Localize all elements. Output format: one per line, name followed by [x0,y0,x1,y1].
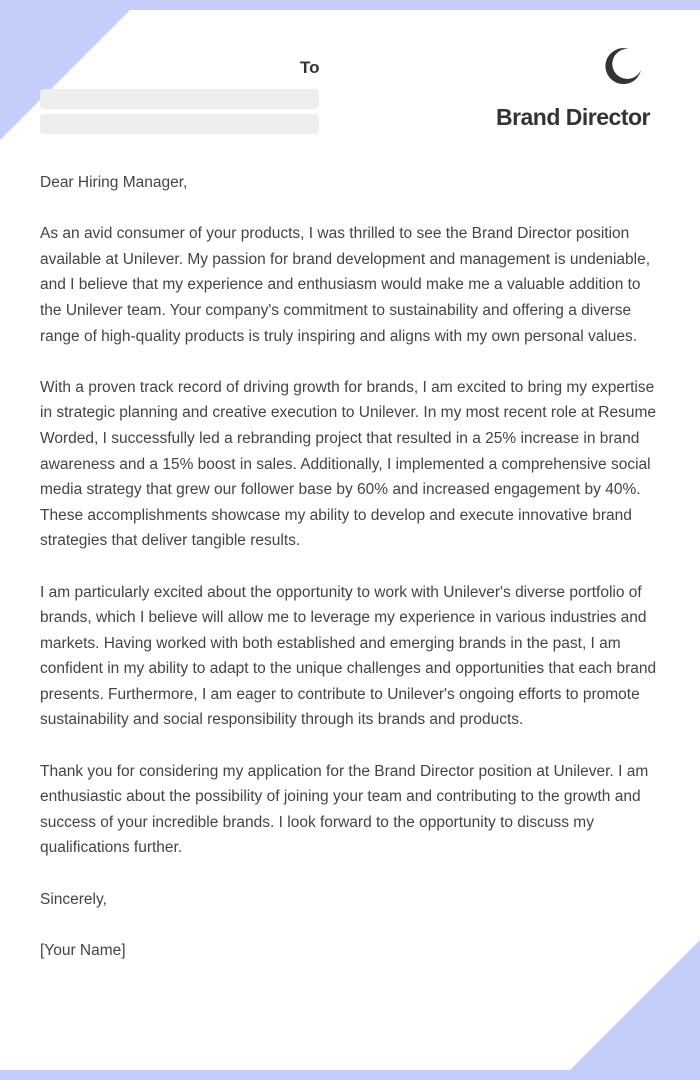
to-label: To [300,58,320,77]
cover-letter-page [0,10,700,1070]
letter-greeting: Dear Hiring Manager, [40,174,188,191]
recipient-placeholder-line [40,114,319,134]
recipient-placeholder-line [40,89,319,109]
letter-body [40,170,662,989]
moon-icon [604,46,644,86]
document-title: Brand Director [495,104,650,130]
letter-paragraph: Thank you for considering my application for the Brand Director position at Unilever. I am enthusiastic about the possibility of joining your team and contributing to the growth and success of your incredible brands. I look forward to the opportunity to discuss my qualifications further. [40,762,649,857]
letter-paragraph: I am particularly excited about the opportunity to work with Unilever's diverse portfolio of brands, which I believe will allow me to leverage my experience in various industries and markets. Having worked with both established and emerging brands in the past, I am confident in my ability to adapt to the unique challenges and opportunities that each brand presents. Furthermore, I am eager to contribute to Unilever's ongoing efforts to promote sustainability and social responsibility through its brands and products. [40,583,657,729]
letter-paragraph: With a proven track record of driving growth for brands, I am excited to bring my expertise in strategic planning and creative execution to Unilever. In my most recent role at Resume Worded, I successfully led a rebranding project that resulted in a 25% increase in brand awareness and a 15% boost in sales. Additionally, I implemented a comprehensive social media strategy that grew our follower base by 60% and increased engagement by 40%. These accomplishments showcase my ability to develop and execute innovative brand strategies that deliver tangible results. [40,378,657,550]
letter-signature: [Your Name] [40,941,126,959]
letter-closing: Sincerely, [40,890,107,908]
letter-paragraph: As an avid consumer of your products, I was thrilled to see the Brand Director position available at Unilever. My passion for brand development and management is undeniable, and I believe that my experience and enthusiasm would make me a valuable addition to the Unilever team. Your company's commitment to sustainability and offering a diverse range of high-quality products is truly inspiring and aligns with my own personal values. [40,225,651,345]
